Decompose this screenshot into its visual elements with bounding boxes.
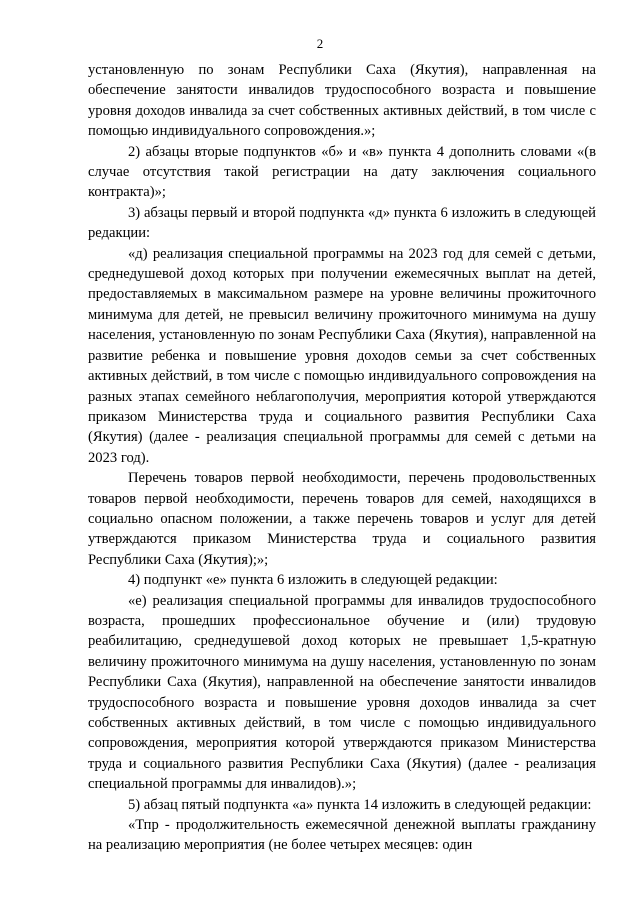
paragraph-item-2: 2) абзацы вторые подпунктов «б» и «в» пункта 4 дополнить словами «(в случае отсутствия такой регистрации на дату заключения социального контракта)»; [88, 143, 596, 201]
page-number: 2 [316, 36, 324, 51]
paragraph-goods-list: Перечень товаров первой необходимости, перечень продовольственных товаров первой необходимости, перечень товаров для семей, находящихся в социально опасном положении, а также перечень товаров и услуг для детей утверждаются приказом Министерства труда и социального развития Республики Саха (Якутия);»; [88, 470, 596, 568]
paragraph-continuation: установленную по зонам Республики Саха (Якутия), направленная на обеспечение занятости инвалидов трудоспособного возраста и повышение уровня доходов инвалида за счет собственных активных действий, в том числе с помощью индивидуального сопровождения.»; [88, 62, 596, 140]
paragraph-quote-d: «д) реализация специальной программы на 2023 год для семей с детьми, среднедушевой доход которых при получении ежемесячных выплат на детей, предоставляемых в максимальном размере на уровне величины прожиточного минимума для детей, не превысил величину прожиточного минимума на душу населения, установленную по зонам Республики Саха (Якутия), направленной на развитие ребенка и повышение уровня доходов семьи за счет собственных активных действий, в том числе с помощью индивидуального сопровождения на разных этапах семейного неблагополучия, мероприятия которой утверждаются приказом Министерства труда и социального развития Республики Саха (Якутия) (далее - реализация специальной программы для семей с детьми на 2023 год). [88, 245, 596, 466]
paragraph-quote-tpr: «Тпр - продолжительность ежемесячной денежной выплаты гражданину на реализацию мероприятия (не более четырех месяцев: один [88, 817, 596, 854]
paragraph-quote-e: «е) реализация специальной программы для инвалидов трудоспособного возраста, прошедших профессиональное обучение и (или) трудовую реабилитацию, среднедушевой доход которых не превышает 1,5-кратную величину прожиточного минимума на душу населения, установленную по зонам Республики Саха (Якутия), направленной на обеспечение занятости инвалидов трудоспособного возраста и повышение уровня доходов инвалида за счет собственных активных действий, в том числе с помощью индивидуального сопровождения, мероприятия которой утверждаются приказом Министерства труда и социального развития Республики Саха (Якутия) (далее - реализация специальной программы для инвалидов).»; [88, 592, 596, 793]
paragraph-item-3: 3) абзацы первый и второй подпункта «д» пункта 6 изложить в следующей редакции: [88, 204, 596, 242]
document-body [88, 60, 596, 856]
paragraph-item-4: 4) подпункт «е» пункта 6 изложить в следующей редакции: [128, 572, 498, 589]
paragraph-item-5: 5) абзац пятый подпункта «а» пункта 14 изложить в следующей редакции: [128, 796, 592, 813]
